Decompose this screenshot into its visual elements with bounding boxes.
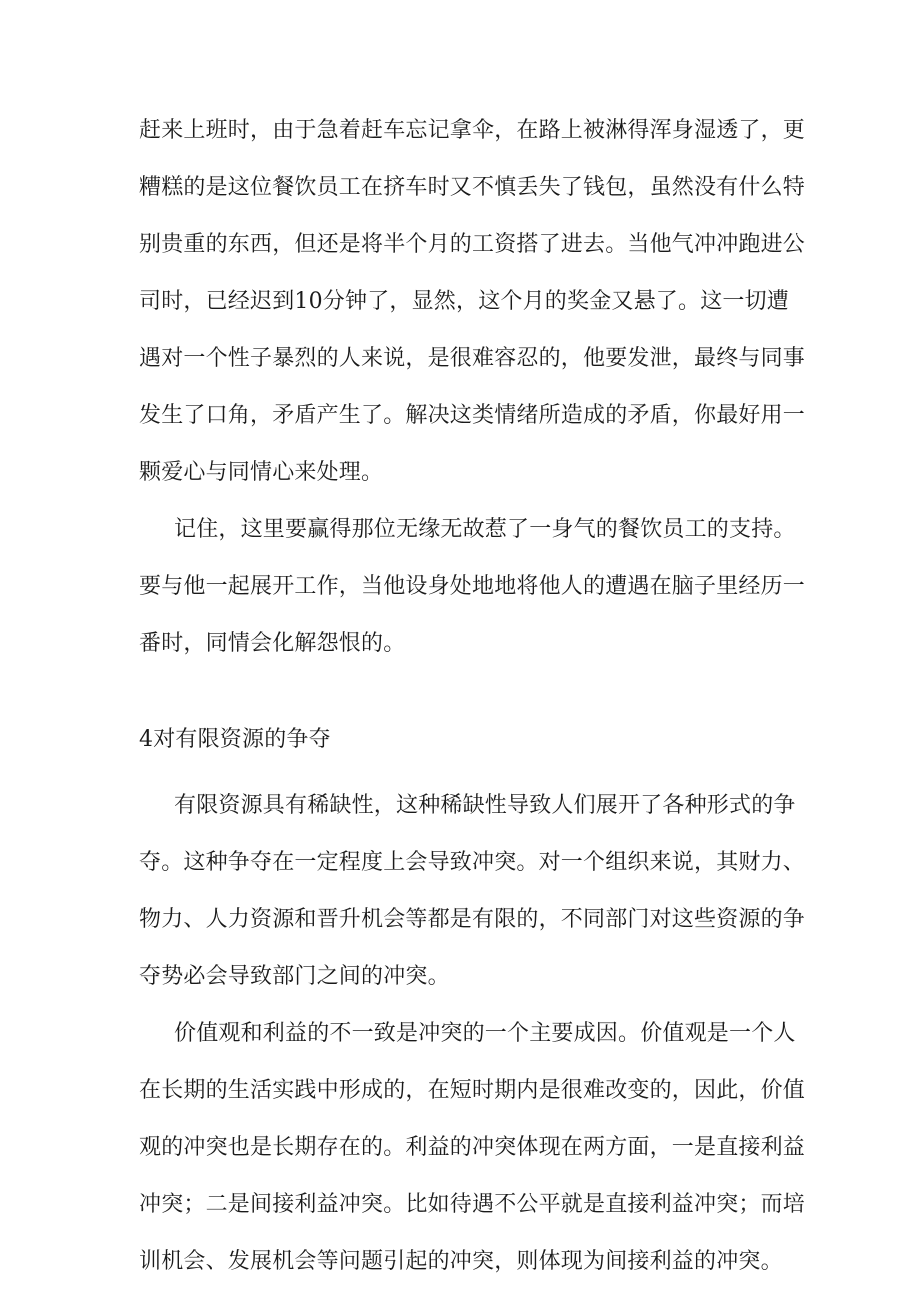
paragraph-3-line-4: 夺势必会导致部门之间的冲突。 xyxy=(139,964,450,989)
paragraph-4-line-1: 价值观和利益的不一致是冲突的一个主要成因。价值观是一个人 xyxy=(174,1021,796,1046)
paragraph-2-line-1: 记住，这里要赢得那位无缘无故惹了一身气的餐饮员工的支持。 xyxy=(174,517,796,542)
paragraph-1-line-3: 别贵重的东西，但还是将半个月的工资搭了进去。当他气冲冲跑进公 xyxy=(139,232,806,257)
paragraph-3-line-1: 有限资源具有稀缺性，这种稀缺性导致人们展开了各种形式的争 xyxy=(174,793,796,818)
paragraph-1-line-1: 赶来上班时，由于急着赶车忘记拿伞，在路上被淋得浑身湿透了，更 xyxy=(139,118,806,143)
paragraph-1-line-4: 司时，已经迟到10分钟了，显然，这个月的奖金又悬了。这一切遭 xyxy=(139,289,789,314)
paragraph-1-line-2: 糟糕的是这位餐饮员工在挤车时又不慎丢失了钱包，虽然没有什么特 xyxy=(139,175,806,200)
paragraph-4-line-3: 观的冲突也是长期存在的。利益的冲突体现在两方面，一是直接利益 xyxy=(139,1135,806,1160)
paragraph-4-line-2: 在长期的生活实践中形成的，在短时期内是很难改变的，因此，价值 xyxy=(139,1078,806,1103)
paragraph-2-line-3: 番时，同情会化解怨恨的。 xyxy=(139,631,406,656)
paragraph-3-line-3: 物力、人力资源和晋升机会等都是有限的，不同部门对这些资源的争 xyxy=(139,907,806,932)
paragraph-1-line-6: 发生了口角，矛盾产生了。解决这类情绪所造成的矛盾，你最好用一 xyxy=(139,403,806,428)
section-heading: 4对有限资源的争夺 xyxy=(139,727,331,752)
paragraph-4-line-5: 训机会、发展机会等问题引起的冲突，则体现为间接利益的冲突。 xyxy=(139,1249,783,1274)
paragraph-3-line-2: 夺。这种争夺在一定程度上会导致冲突。对一个组织来说，其财力、 xyxy=(139,850,806,875)
paragraph-1-line-5: 遇对一个性子暴烈的人来说，是很难容忍的，他要发泄，最终与同事 xyxy=(139,346,806,371)
paragraph-1-line-7: 颗爱心与同情心来处理。 xyxy=(139,460,384,485)
paragraph-2-line-2: 要与他一起展开工作，当他设身处地地将他人的遭遇在脑子里经历一 xyxy=(139,574,806,599)
paragraph-4-line-4: 冲突；二是间接利益冲突。比如待遇不公平就是直接利益冲突；而培 xyxy=(139,1192,806,1217)
